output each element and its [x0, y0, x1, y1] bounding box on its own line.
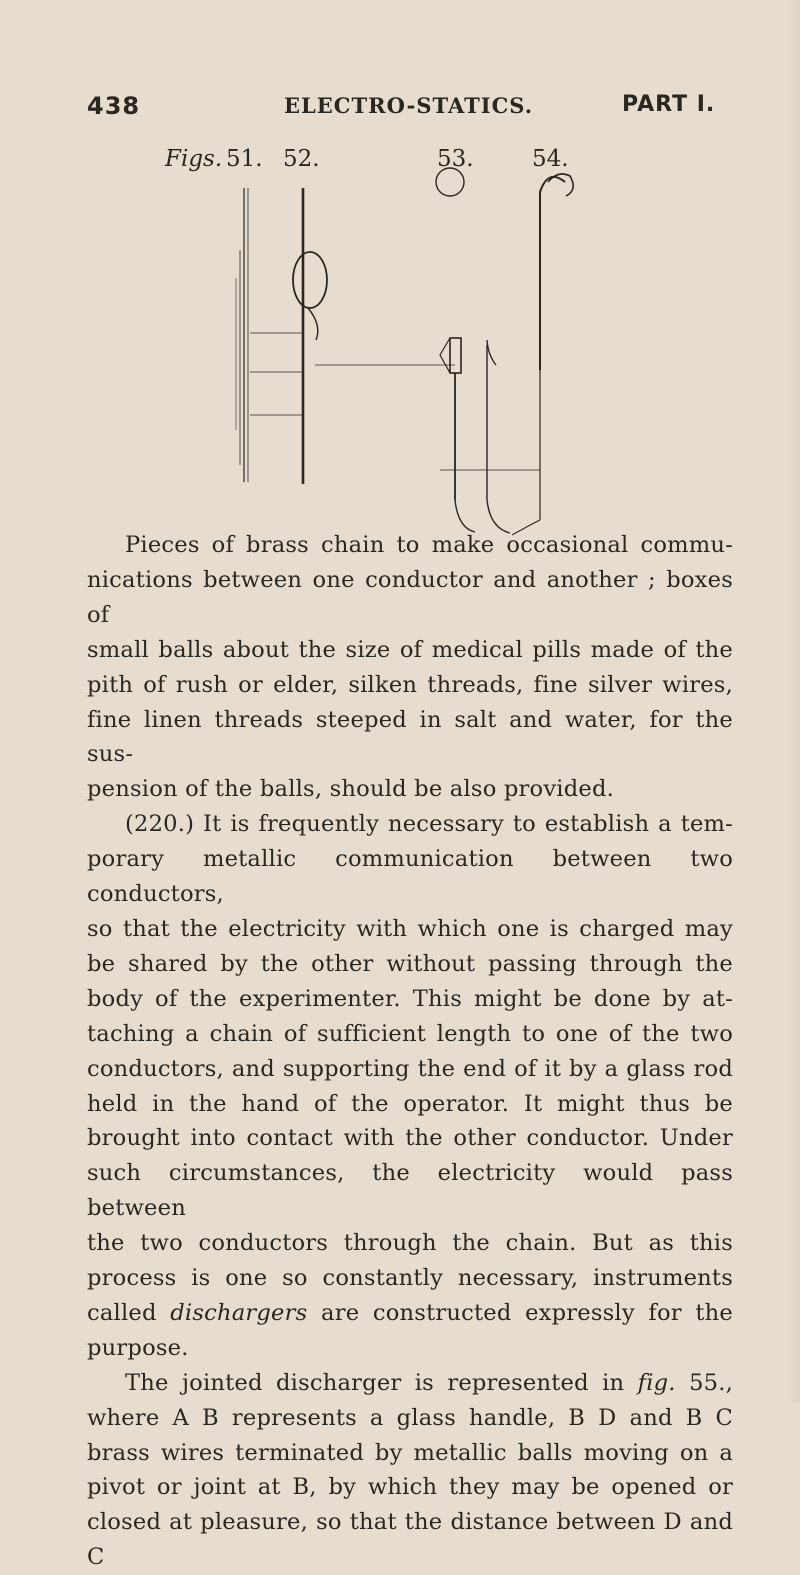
text-line: brought into contact with the other conductor. Under — [87, 1125, 733, 1152]
text-line: porary metallic communication between two conductors, — [87, 846, 733, 908]
text-line: the two conductors through the chain. But as this — [87, 1230, 733, 1257]
text-span: are constructed expressly for the — [321, 1299, 733, 1326]
text-line: so that the electricity with which one is charged may — [87, 915, 733, 942]
text-line: be shared by the other without passing through the — [87, 950, 733, 977]
text-line: small balls about the size of medical pills made of the — [87, 636, 733, 663]
italic-term: dischargers — [170, 1299, 308, 1326]
fig-53-pith-ball-holder — [293, 168, 475, 532]
paragraph-220 — [87, 807, 733, 1366]
text-line: brass wires terminated by metallic balls moving on a — [87, 1439, 733, 1466]
text-line: nications between one conductor and another ; boxes of — [87, 566, 733, 628]
part-label: PART I. — [622, 92, 716, 117]
figure-number-53: 53. — [437, 146, 474, 172]
figure-number-51: 51. — [226, 146, 263, 172]
figure-number-52: 52. — [283, 146, 320, 172]
text-line: process is one so constantly necessary, instruments — [87, 1265, 733, 1292]
text-line: Pieces of brass chain to make occasional commu- — [125, 532, 733, 558]
figures-illustration — [0, 0, 800, 560]
paragraph-3 — [87, 1366, 733, 1575]
italic-term: fig. — [637, 1369, 676, 1396]
text-span: The jointed discharger is represented in — [125, 1369, 625, 1396]
fig-51-brass-chain — [236, 188, 248, 482]
text-line: body of the experimenter. This might be done by at- — [87, 985, 733, 1012]
figure-number-54: 54. — [532, 146, 569, 172]
text-line: held in the hand of the operator. It might thus be — [87, 1090, 733, 1117]
figures-caption-prefix: Figs. — [165, 146, 223, 172]
text-span: 55., — [689, 1369, 733, 1396]
text-line: (220.) It is frequently necessary to establish a tem- — [125, 811, 733, 838]
text-line: where A B represents a glass handle, B D and B C — [87, 1404, 733, 1431]
fig-52-glass-rod — [250, 188, 303, 484]
text-line: purpose. — [87, 1334, 189, 1361]
page-number: 438 — [87, 92, 141, 120]
text-line — [87, 1296, 733, 1331]
text-line: closed at pleasure, so that the distance between D and C — [87, 1509, 733, 1571]
body-text — [87, 528, 733, 1575]
fig-54-hook-rod — [440, 174, 573, 535]
running-title: ELECTRO-STATICS. — [284, 93, 534, 118]
text-line: pith of rush or elder, silken threads, fine silver wires, — [87, 671, 733, 698]
text-line: pension of the balls, should be also provided. — [87, 776, 615, 803]
text-line: fine linen threads steeped in salt and water, for the sus- — [87, 706, 733, 768]
paragraph-1 — [87, 528, 733, 807]
text-span: called — [87, 1299, 157, 1326]
text-line: such circumstances, the electricity would pass between — [87, 1160, 733, 1222]
text-line — [87, 1366, 733, 1401]
text-line: pivot or joint at B, by which they may be opened or — [87, 1474, 733, 1501]
text-line: taching a chain of sufficient length to one of the two — [87, 1020, 733, 1047]
text-line: conductors, and supporting the end of it by a glass rod — [87, 1055, 733, 1082]
